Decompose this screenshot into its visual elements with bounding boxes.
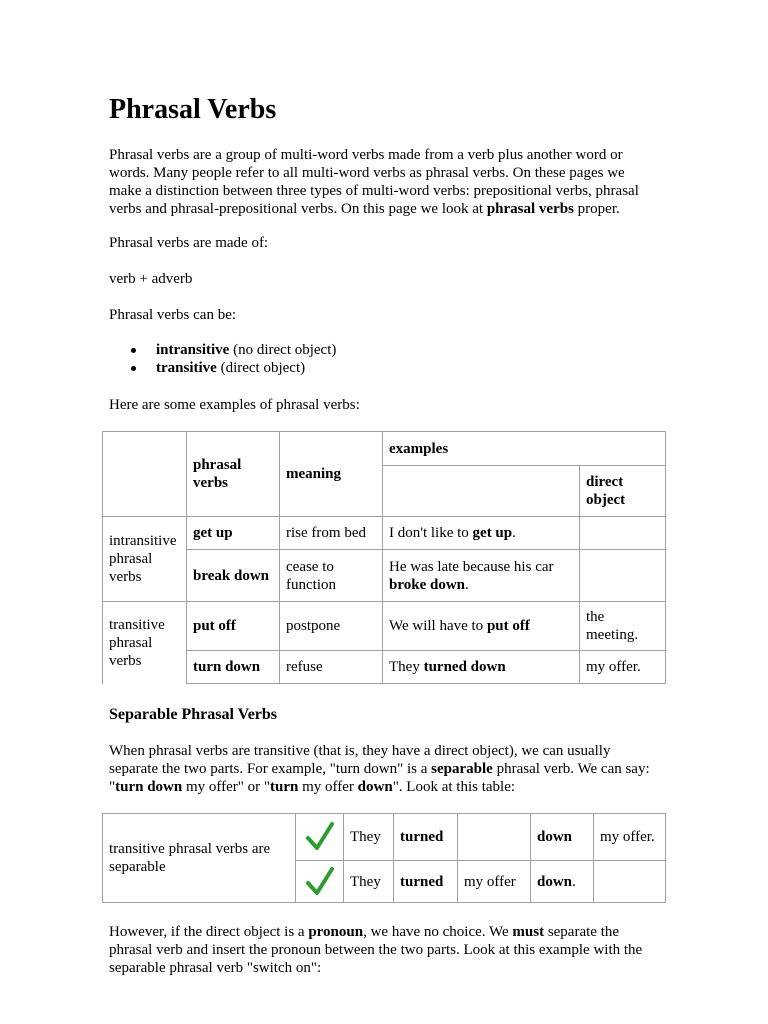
separable-table [102,813,666,903]
table-row [102,601,666,650]
table-row [102,650,666,684]
verb-text: turned [400,829,444,845]
verb-cell [186,650,279,684]
checkmark-icon [305,866,335,898]
verb-cell [393,860,457,903]
text-run: . [512,525,516,541]
check-cell [295,860,343,903]
meaning-cell: refuse [279,650,382,684]
intro-end: proper. [573,201,620,217]
group-transitive: transitive phrasal verbs [102,601,186,684]
verb-text: break down [193,567,269,584]
bold-run: put off [486,618,530,634]
bold-run: pronoun [308,924,364,940]
particle-text: down [537,873,573,890]
end-cell [593,860,666,903]
list-item [109,359,336,377]
intro-bold-term: phrasal verbs [486,201,574,217]
intro-text: Phrasal verbs are a group of multi-word verbs made from a verb plus another word or words. Many people refer to all multi-word verbs as phrasal verbs. On these pages we make a distinction between three types of multi-word verbs: prepositional verbs, phrasal verbs and phrasal-prepositional verbs. On this page we look at [109,147,639,217]
text-run: We will have to [389,618,487,634]
particle-text: down [537,829,573,845]
kinds-list [109,341,336,377]
example-cell [382,650,579,684]
end-cell: my offer. [593,813,666,860]
text-run: , we have no choice. We [363,924,513,940]
verb-cell [186,549,279,601]
text-run: However, if the direct object is a [109,924,309,940]
examples-intro: Here are some examples of phrasal verbs: [109,397,360,413]
separable-label: transitive phrasal verbs are separable [102,813,295,903]
bold-run: turned down [423,659,506,675]
list-item-bold: transitive [156,360,217,376]
subject-cell: They [343,860,393,903]
middle-cell [457,813,530,860]
bullet-icon [131,366,136,371]
bold-run: separable [431,761,493,777]
pronoun-paragraph [109,923,654,977]
separable-paragraph [109,742,654,796]
header-phrasal-verbs [186,431,279,516]
header-meaning [279,431,382,516]
bold-run: turn down [115,779,183,795]
bullet-icon [131,348,136,353]
list-item [109,341,336,359]
list-item-text: (no direct object) [229,342,337,358]
verb-text: get up [193,525,233,541]
meaning-cell: cease to function [279,549,382,601]
example-cell [382,516,579,549]
header-text: direct object [586,474,626,508]
middle-cell: my offer [457,860,530,903]
meaning-cell: rise from bed [279,516,382,549]
text-run: . [465,576,469,593]
intro-paragraph [109,146,654,218]
object-cell: the meeting. [579,601,666,650]
header-direct-object [579,465,666,516]
verb-text: turned [400,873,444,890]
table-row [102,516,666,549]
table-row [102,813,666,860]
particle-cell [530,860,593,903]
object-cell [579,516,666,549]
example-cell [382,601,579,650]
text-run: phrasal verb. We can say: " [109,761,650,795]
bold-run: down [357,779,393,795]
check-cell [295,813,343,860]
text-run: When phrasal verbs are transitive (that is, they have a direct object), we can usually separate the two parts. For example, "turn down" is a [109,743,611,777]
bold-run: must [512,924,545,940]
bold-run: turn [270,779,299,795]
text-run: my offer [298,779,358,795]
header-text: meaning [286,466,342,482]
header-text: examples [389,440,449,457]
formula-paragraph: verb + adverb [109,271,193,287]
particle-cell [530,813,593,860]
bold-run: broke down [389,576,465,593]
made-of-paragraph: Phrasal verbs are made of: [109,235,269,251]
header-examples [382,431,666,465]
text-run: my offer" or " [182,779,271,795]
example-cell [382,549,579,601]
page-title: Phrasal Verbs [109,94,277,125]
text-run: They [389,659,424,675]
checkmark-icon [305,821,335,853]
group-intransitive: intransitive phrasal verbs [102,516,186,601]
verb-cell [393,813,457,860]
text-run: . [572,873,576,890]
verb-text: turn down [193,659,261,675]
header-text: phrasal verbs [193,457,242,491]
verb-cell [186,601,279,650]
examples-table [102,431,666,684]
subject-cell: They [343,813,393,860]
can-be-paragraph: Phrasal verbs can be: [109,307,237,323]
text-run: He was late because his car [389,558,554,575]
meaning-cell: postpone [279,601,382,650]
section-heading: Separable Phrasal Verbs [109,706,278,723]
text-run: I don't like to [389,525,473,541]
table-row [102,549,666,601]
list-item-bold: intransitive [156,342,230,358]
bold-run: get up [472,525,513,541]
text-run: separate the phrasal verb and insert the pronoun between the two parts. Look at this example with the separable phrasal verb "switch on": [109,924,643,976]
verb-text: put off [193,618,236,634]
verb-cell [186,516,279,549]
header-examples-blank [382,465,579,516]
text-run: ". Look at this table: [392,779,516,795]
list-item-text: (direct object) [216,360,306,376]
table-corner-cell [102,431,186,516]
object-cell [579,549,666,601]
object-cell: my offer. [579,650,666,684]
